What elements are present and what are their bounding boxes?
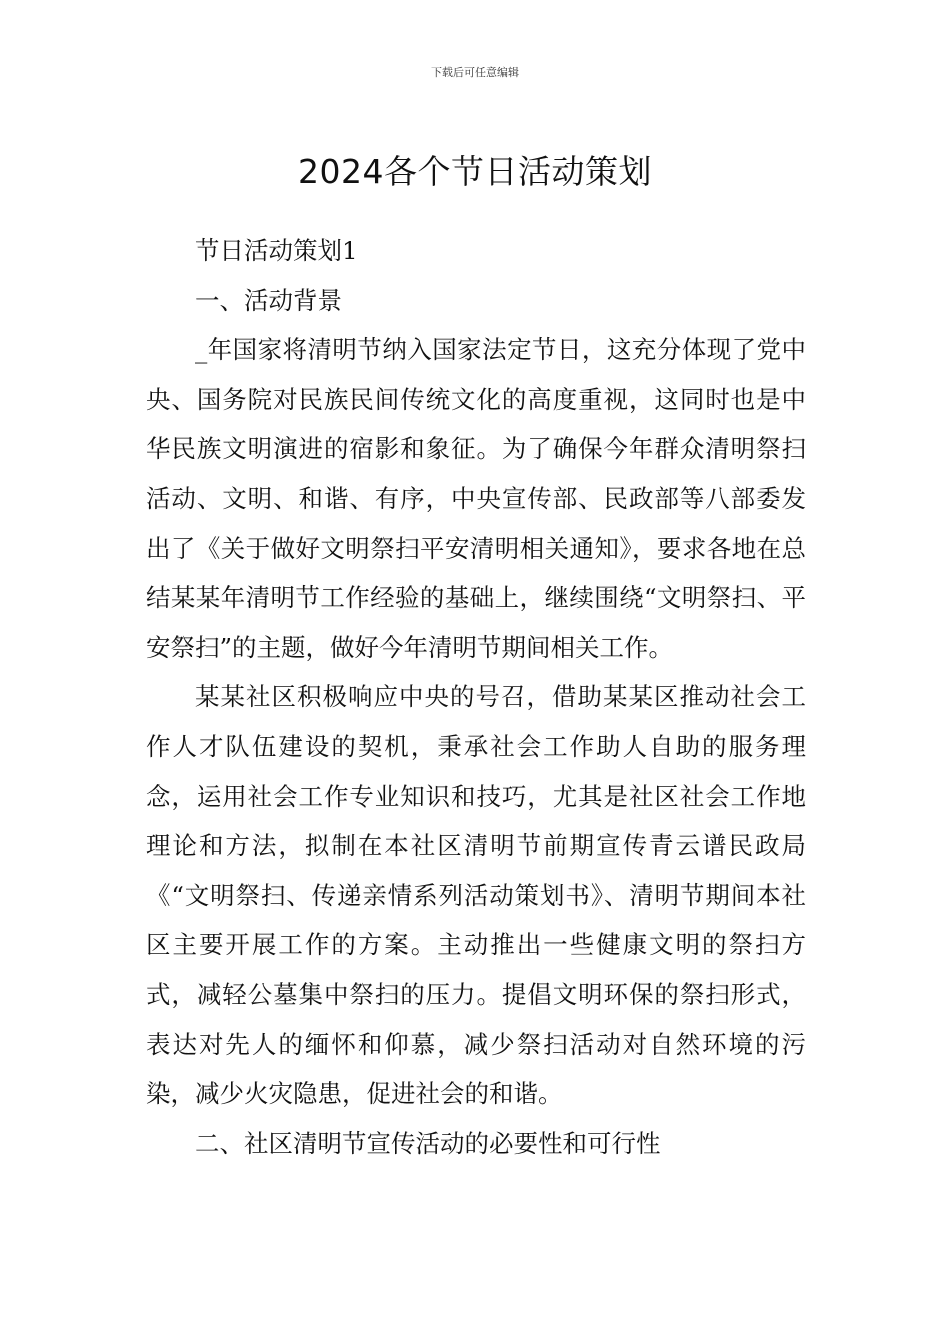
paragraph-community-response: 某某社区积极响应中央的号召，借助某某区推动社会工作人才队伍建设的契机，秉承社会工作助人自助的服务理念，运用社会工作专业知识和技巧，尤其是社区社会工作地理论和方法，拟制在本社区清明节前期宣传青云谱民政局《“文明祭扫、传递亲情系列活动策划书》、清明节期间本社区主要开展工作的方案。主动推出一些健康文明的祭扫方式，减轻公墓集中祭扫的压力。提倡文明环保的祭扫形式，表达对先人的缅怀和仰慕，减少祭扫活动对自然环境的污染，减少火灾隐患，促进社会的和谐。 <box>146 682 806 1109</box>
document-body <box>146 226 806 1168</box>
section-heading-background: 一、活动背景 <box>195 285 342 315</box>
document-title: 2024各个节日活动策划 <box>298 152 652 192</box>
section-heading-plan-1: 节日活动策划1 <box>195 236 358 265</box>
page-header-note: 下载后可任意编辑 <box>431 66 519 79</box>
section-heading-necessity: 二、社区清明节宣传活动的必要性和可行性 <box>195 1128 661 1158</box>
paragraph-background: _年国家将清明节纳入国家法定节日，这充分体现了党中央、国务院对民族民间传统文化的高度重视，这同时也是中华民族文明演进的宿影和象征。为了确保今年群众清明祭扫活动、文明、和谐、有序，中央宣传部、民政部等八部委发出了《关于做好文明祭扫平安清明相关通知》，要求各地在总结某某年清明节工作经验的基础上，继续围绕“文明祭扫、平安祭扫”的主题，做好今年清明节期间相关工作。 <box>146 335 806 662</box>
